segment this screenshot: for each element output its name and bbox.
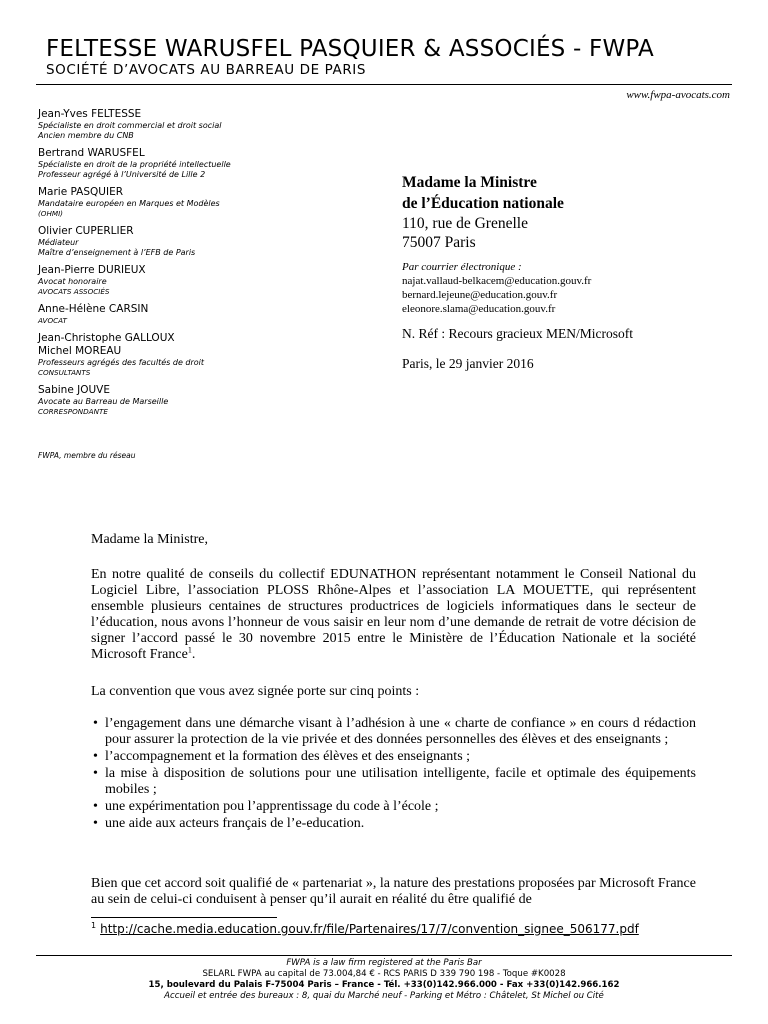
paragraph-intro-end: . bbox=[191, 647, 196, 662]
partner-name: Marie PASQUIER bbox=[38, 186, 124, 198]
partner-name: Jean-Yves FELTESSE bbox=[38, 108, 142, 120]
partner-title: Professeurs agrégés des facultés de droit bbox=[38, 358, 205, 367]
paragraph-intro-text: En notre qualité de conseils du collectif EDUNATHON représentant notamment le Conseil National du Logiciel Libre, l’association PLOSS Rhône-Alpes et l’association LA MOUETTE, qui représentent ensemble plusieurs centaines de structures productrices de logiciels informatiques dans le secteur de l’éducation, nous avons l’honneur de vous saisir en leur nom d’une demande de retrait de votre décision de signer l’accord passé le 30 novembre 2015 entre le Ministère de l’Éducation Nationale et la société Microsoft France bbox=[91, 567, 696, 662]
bullet-icon: • bbox=[93, 799, 98, 814]
partner-entry bbox=[38, 264, 338, 297]
footer-divider bbox=[36, 955, 732, 956]
partner-name: Jean-Christophe GALLOUX bbox=[38, 332, 175, 344]
list-item: • une aide aux acteurs français de l’e-education. bbox=[93, 816, 365, 831]
list-item: • l’accompagnement et la formation des élèves et des enseignants ; bbox=[93, 749, 471, 764]
partner-entry bbox=[38, 108, 338, 141]
paragraph-points-intro: La convention que vous avez signée porte sur cinq points : bbox=[91, 684, 420, 699]
list-item: • l’engagement dans une démarche visant à l’adhésion à une « charte de confiance » en cours d rédaction pour assurer la protection de la vie privée et des données personnelles des élèves et des enseignants ; bbox=[93, 716, 696, 747]
recipient-street: 110, rue de Grenelle bbox=[402, 215, 528, 232]
partner-title: Professeur agrégé à l’Université de Lille 2 bbox=[38, 170, 206, 179]
bullet-icon: • bbox=[93, 749, 98, 764]
header-divider bbox=[36, 84, 732, 85]
paragraph-partnership: Bien que cet accord soit qualifié de « partenariat », la nature des prestations proposées par Microsoft France au sein de celui-ci conduisent à penser qu’il aurait en réalité du être qualifié de bbox=[91, 876, 696, 907]
partner-name: Sabine JOUVE bbox=[38, 384, 110, 396]
salutation: Madame la Ministre, bbox=[91, 532, 209, 547]
partners-list bbox=[38, 108, 338, 423]
letter-date: Paris, le 29 janvier 2016 bbox=[402, 356, 534, 371]
partner-entry bbox=[38, 303, 338, 326]
partner-entry bbox=[38, 332, 338, 345]
partner-name: Anne-Hélène CARSIN bbox=[38, 303, 149, 315]
footnote-link[interactable]: http://cache.media.education.gouv.fr/file/Partenaires/17/7/convention_signee_506177.pdf bbox=[100, 922, 639, 936]
footer-registration: FWPA is a law firm registered at the Paris Bar bbox=[286, 958, 482, 968]
firm-name: FELTESSE WARUSFEL PASQUIER & ASSOCIÉS - FWPA bbox=[46, 36, 654, 62]
partner-title: AVOCATS ASSOCIÉS bbox=[38, 287, 110, 296]
paragraph-intro bbox=[91, 567, 696, 663]
partner-name: Bertrand WARUSFEL bbox=[38, 147, 145, 159]
partner-title: Avocat honoraire bbox=[38, 277, 107, 286]
firm-subtitle: SOCIÉTÉ D’AVOCATS AU BARREAU DE PARIS bbox=[46, 62, 367, 78]
bullet-icon: • bbox=[93, 716, 98, 731]
recipient-email[interactable]: eleonore.slama@education.gouv.fr bbox=[402, 303, 556, 315]
partner-title: CONSULTANTS bbox=[38, 368, 91, 377]
partner-entry bbox=[38, 345, 338, 378]
delivery-method: Par courrier électronique : bbox=[402, 261, 522, 273]
partner-name: Olivier CUPERLIER bbox=[38, 225, 134, 237]
partner-name: Michel MOREAU bbox=[38, 345, 122, 357]
recipient-email[interactable]: bernard.lejeune@education.gouv.fr bbox=[402, 289, 558, 301]
partner-entry bbox=[38, 225, 338, 258]
reference-line: N. Réf : Recours gracieux MEN/Microsoft bbox=[402, 326, 633, 341]
list-item: • une expérimentation pou l’apprentissage du code à l’école ; bbox=[93, 799, 439, 814]
bullet-icon: • bbox=[93, 766, 98, 781]
partner-title: Médiateur bbox=[38, 238, 79, 247]
partner-title: Spécialiste en droit commercial et droit social bbox=[38, 121, 222, 130]
list-item: • la mise à disposition de solutions pour une utilisation intelligente, facile et optimale des équipements mobiles ; bbox=[93, 766, 696, 797]
points-list bbox=[91, 716, 696, 833]
partner-entry bbox=[38, 186, 338, 219]
partner-title: Maître d’enseignement à l’EFB de Paris bbox=[38, 248, 196, 257]
recipient-block bbox=[402, 172, 742, 372]
recipient-email[interactable]: najat.vallaud-belkacem@education.gouv.fr bbox=[402, 275, 592, 287]
bullet-icon: • bbox=[93, 816, 98, 831]
footnote-number: 1 bbox=[91, 921, 97, 930]
partner-title: Spécialiste en droit de la propriété intellectuelle bbox=[38, 160, 231, 169]
footer-company-info: SELARL FWPA au capital de 73.004,84 € - RCS PARIS D 339 790 198 - Toque #K0028 bbox=[202, 969, 566, 979]
partner-title: CORRESPONDANTE bbox=[38, 407, 108, 416]
partner-title: Mandataire européen en Marques et Modèles bbox=[38, 199, 220, 208]
footnote-divider bbox=[91, 917, 277, 918]
footer-access-info: Accueil et entrée des bureaux : 8, quai du Marché neuf - Parking et Métro : Châtelet, St Michel ou Cité bbox=[164, 991, 604, 1001]
partner-title: (OHMI) bbox=[38, 209, 63, 218]
partner-name: Jean-Pierre DURIEUX bbox=[38, 264, 146, 276]
partner-title: Avocate au Barreau de Marseille bbox=[38, 397, 169, 406]
website-link[interactable]: www.fwpa-avocats.com bbox=[626, 89, 730, 101]
partner-entry bbox=[38, 147, 338, 180]
network-note: FWPA, membre du réseau bbox=[38, 451, 136, 460]
recipient-ministry: de l’Éducation nationale bbox=[402, 195, 564, 212]
footnote-ref[interactable]: 1 bbox=[187, 645, 192, 655]
recipient-city: 75007 Paris bbox=[402, 234, 476, 251]
footer-address: 15, boulevard du Palais F-75004 Paris – France - Tél. +33(0)142.966.000 - Fax +33(0)142.966.162 bbox=[148, 980, 620, 990]
partner-title: Ancien membre du CNB bbox=[38, 131, 134, 140]
recipient-title: Madame la Ministre bbox=[402, 174, 537, 191]
footer bbox=[36, 958, 732, 1002]
partner-entry bbox=[38, 384, 338, 417]
partner-title: AVOCAT bbox=[38, 316, 67, 325]
footnote bbox=[91, 921, 639, 936]
